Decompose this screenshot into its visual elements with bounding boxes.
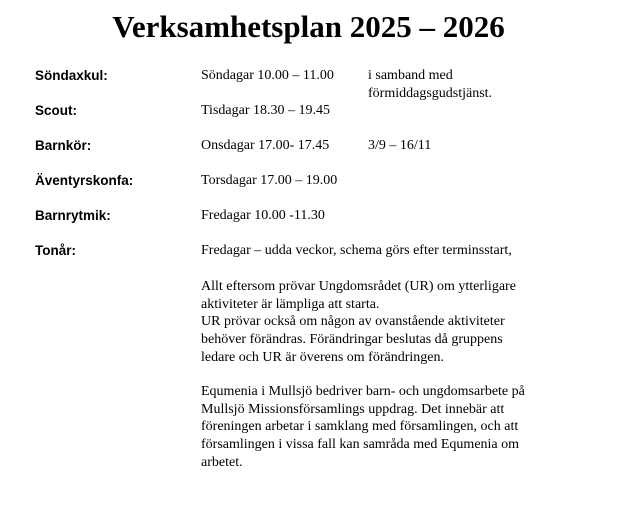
activity-label-aventyrskonfa: Äventyrskonfa: <box>35 173 134 188</box>
activity-time-tonar: Fredagar – udda veckor, schema görs efter terminsstart, <box>201 243 512 258</box>
paragraph-line: ledare och UR är överens om förändringen. <box>201 349 444 365</box>
paragraph-ungdomsradet <box>201 278 581 367</box>
paragraph-equmenia <box>201 383 581 472</box>
activity-label-tonar: Tonår: <box>35 243 76 258</box>
paragraph-line: Mullsjö Missionsförsamlings uppdrag. Det innebär att <box>201 401 505 417</box>
activity-time-barnkor: Onsdagar 17.00- 17.45 <box>201 138 330 153</box>
paragraph-line: Equmenia i Mullsjö bedriver barn- och ungdomsarbete på <box>201 384 525 399</box>
activity-note-sondaxkul-line1: i samband med <box>368 68 453 83</box>
page-title: Verksamhetsplan 2025 – 2026 <box>112 9 505 44</box>
activity-label-scout: Scout: <box>35 103 77 118</box>
activity-label-barnkor: Barnkör: <box>35 138 92 153</box>
activity-time-aventyrskonfa: Torsdagar 17.00 – 19.00 <box>201 173 338 188</box>
paragraph-line: församlingen i vissa fall kan samråda med Equmenia om <box>201 437 520 453</box>
paragraph-line: föreningen arbetar i samklang med församlingen, och att <box>201 419 519 435</box>
activity-note-barnkor: 3/9 – 16/11 <box>368 138 432 153</box>
paragraph-line: arbetet. <box>201 454 243 470</box>
paragraph-line: UR prövar också om någon av ovanstående aktiviteter <box>201 314 505 330</box>
paragraph-line: behöver förändras. Förändringar beslutas då gruppens <box>201 332 503 348</box>
paragraph-line: aktiviteter är lämpliga att starta. <box>201 296 380 312</box>
activity-note-sondaxkul-line2: förmiddagsgudstjänst. <box>368 86 493 101</box>
activity-time-sondaxkul: Söndagar 10.00 – 11.00 <box>201 68 334 83</box>
activity-label-barnrytmik: Barnrytmik: <box>35 208 111 223</box>
paragraph-line: Allt eftersom prövar Ungdomsrådet (UR) om ytterligare <box>201 279 516 294</box>
activity-time-barnrytmik: Fredagar 10.00 -11.30 <box>201 208 325 223</box>
activity-time-scout: Tisdagar 18.30 – 19.45 <box>201 103 330 118</box>
activity-label-sondaxkul: Söndaxkul: <box>35 68 108 83</box>
